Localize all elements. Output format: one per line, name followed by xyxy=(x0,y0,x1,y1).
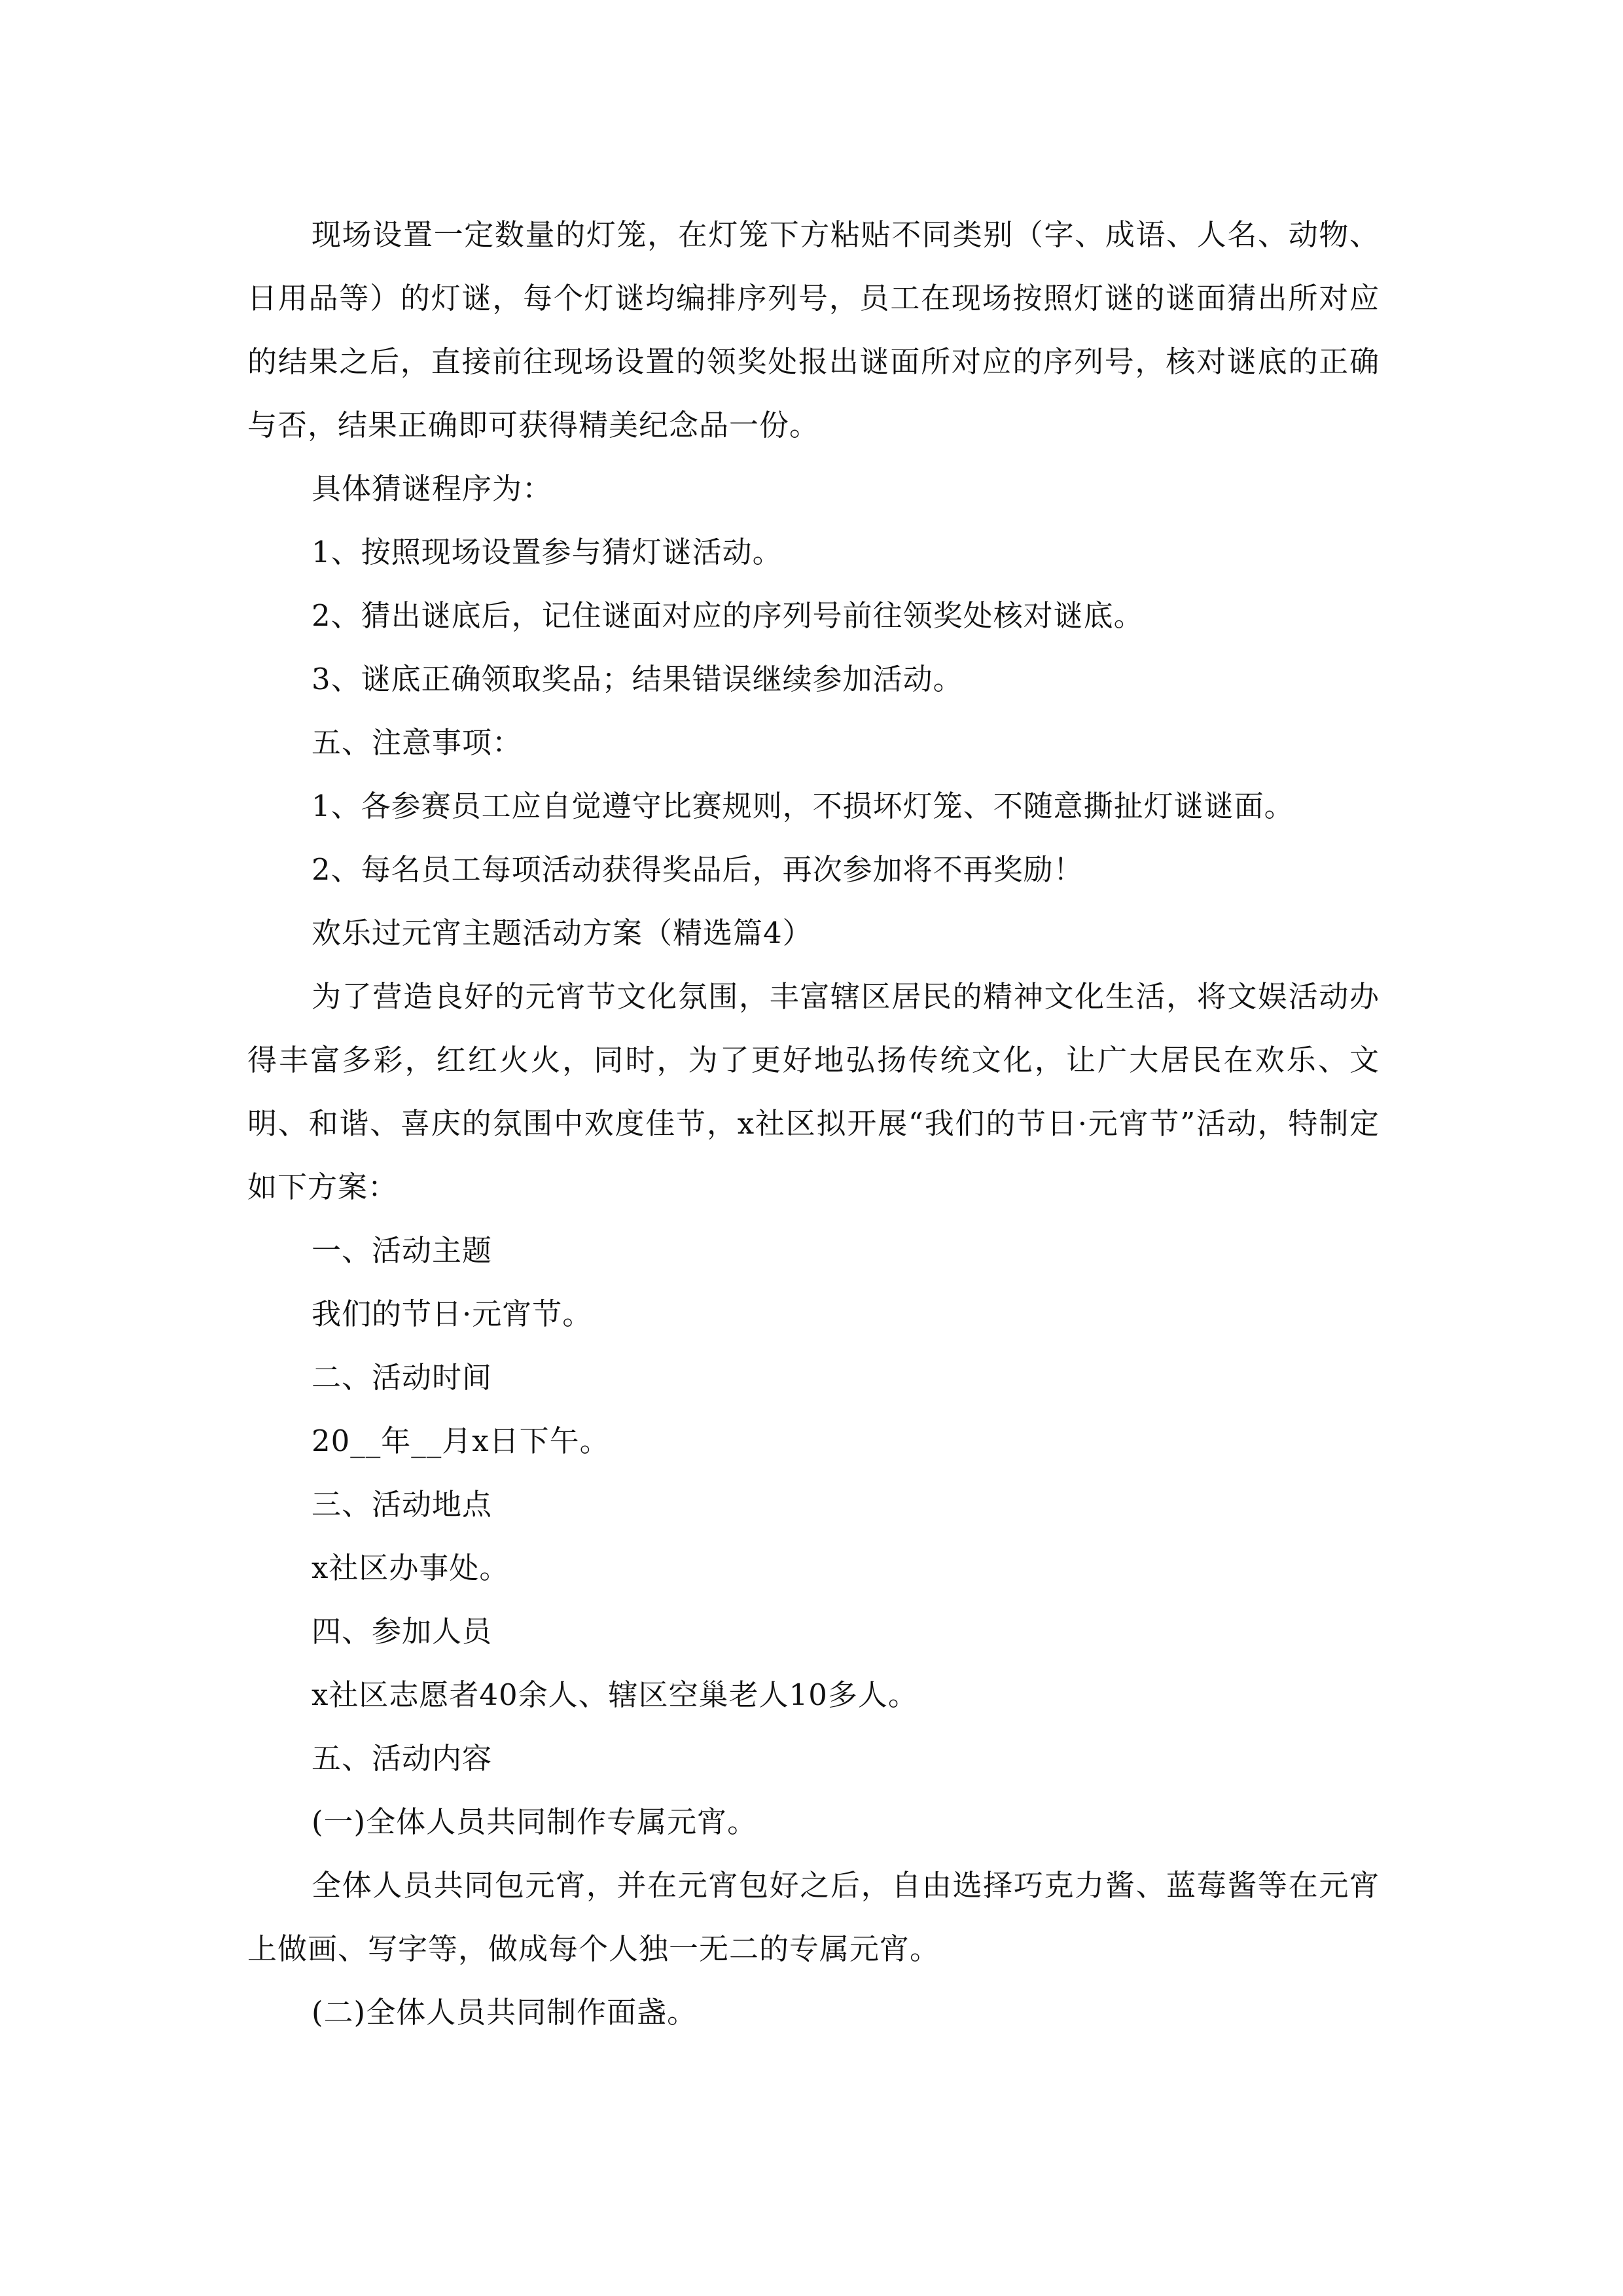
procedure-step-2: 2、猜出谜底后，记住谜面对应的序列号前往领奖处核对谜底。 xyxy=(312,598,1144,633)
procedure-step-3: 3、谜底正确领取奖品；结果错误继续参加活动。 xyxy=(312,662,963,696)
theme-text: 我们的节日·元宵节。 xyxy=(312,1297,593,1331)
section-heading-participants: 四、参加人员 xyxy=(312,1614,493,1649)
section-heading-content: 五、活动内容 xyxy=(312,1741,493,1776)
location-text: x社区办事处。 xyxy=(312,1551,510,1585)
section-heading-time: 二、活动时间 xyxy=(312,1360,493,1395)
note-item-2: 2、每名员工每项活动获得奖品后，再次参加将不再奖励！ xyxy=(312,852,1084,887)
content-item-1-heading: (一)全体人员共同制作专属元宵。 xyxy=(312,1804,758,1839)
content-item-1-paragraph: 全体人员共同包元宵，并在元宵包好之后，自由选择巧克力酱、蓝莓酱等在元宵上做画、写字等，做成每个人独一无二的专属元宵。 xyxy=(247,1868,1380,1966)
plan-title: 欢乐过元宵主题活动方案（精选篇4） xyxy=(312,916,813,950)
procedure-step-1: 1、按照现场设置参与猜灯谜活动。 xyxy=(312,535,783,569)
document-page xyxy=(247,203,1380,2044)
lantern-setup-paragraph: 现场设置一定数量的灯笼，在灯笼下方粘贴不同类别（字、成语、人名、动物、日用品等）的灯谜，每个灯谜均编排序列号，员工在现场按照灯谜的谜面猜出所对应的结果之后，直接前往现场设置的领奖处报出谜面所对应的序列号，核对谜底的正确与否，结果正确即可获得精美纪念品一份。 xyxy=(247,217,1380,442)
section-heading-location: 三、活动地点 xyxy=(312,1487,493,1522)
plan-intro-paragraph: 为了营造良好的元宵节文化氛围，丰富辖区居民的精神文化生活，将文娱活动办得丰富多彩，红红火火，同时，为了更好地弘扬传统文化，让广大居民在欢乐、文明、和谐、喜庆的氛围中欢度佳节，x社区拟开展“我们的节日·元宵节”活动，特制定如下方案： xyxy=(247,979,1380,1204)
note-item-1: 1、各参赛员工应自觉遵守比赛规则，不损坏灯笼、不随意撕扯灯谜谜面。 xyxy=(312,789,1294,823)
section-heading-notes: 五、注意事项： xyxy=(312,725,523,760)
time-text: 20__年__月x日下午。 xyxy=(312,1424,610,1458)
participants-text: x社区志愿者40余人、辖区空巢老人10多人。 xyxy=(312,1677,918,1712)
section-heading-theme: 一、活动主题 xyxy=(312,1233,493,1268)
procedure-heading: 具体猜谜程序为： xyxy=(312,471,553,506)
content-item-2-heading: (二)全体人员共同制作面盏。 xyxy=(312,1995,698,2030)
